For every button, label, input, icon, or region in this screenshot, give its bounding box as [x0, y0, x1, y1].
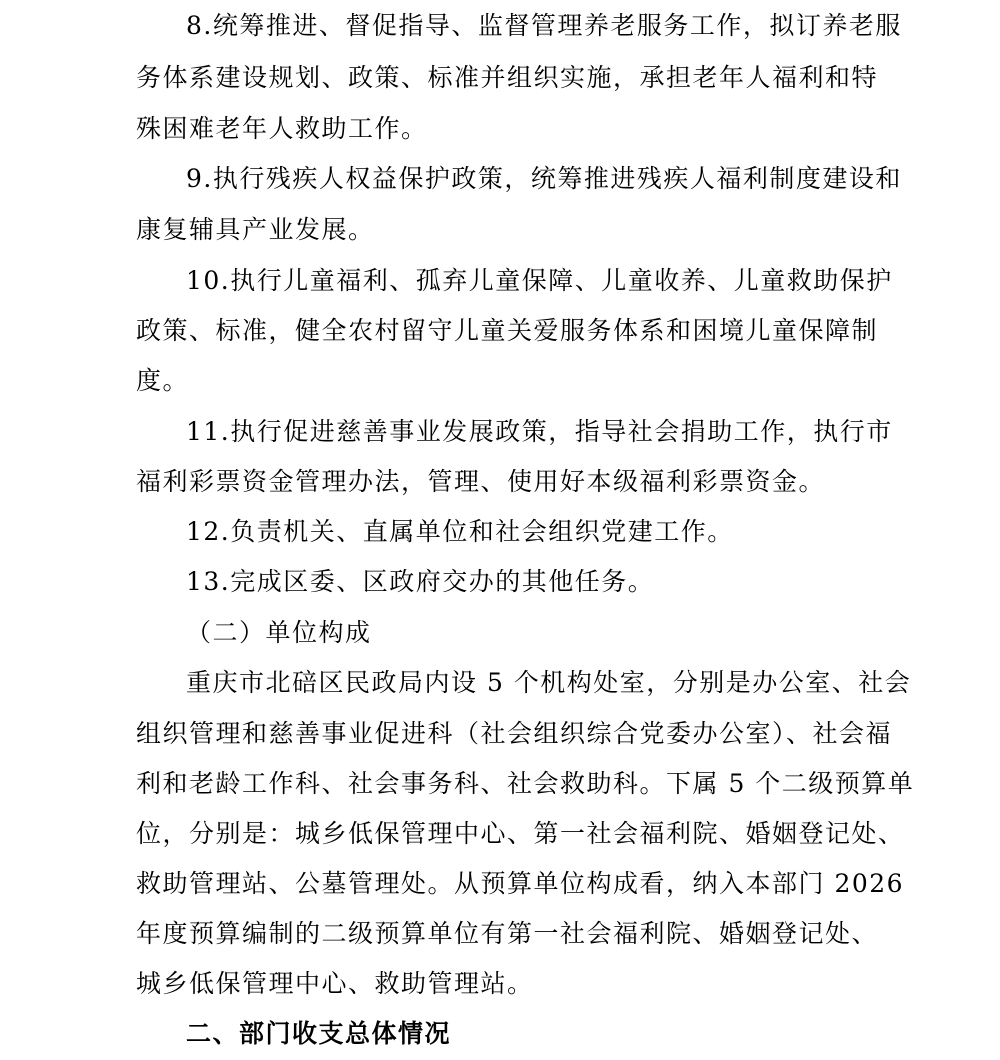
item-8-line-2: 务体系建设规划、政策、标准并组织实施，承担老年人福利和特 — [136, 63, 879, 92]
item-10-line-3: 度。 — [136, 366, 190, 395]
item-8-line-1: 8.统筹推进、督促指导、监督管理养老服务工作，拟订养老服 — [186, 11, 902, 40]
item-11-line-2: 福利彩票资金管理办法，管理、使用好本级福利彩票资金。 — [136, 467, 826, 496]
body-line-3: 利和老龄工作科、社会事务科、社会救助科。下属 5 个二级预算单 — [136, 769, 915, 798]
item-11-line-1: 11.执行促进慈善事业发展政策，指导社会捐助工作，执行市 — [186, 417, 893, 446]
body-line-5: 救助管理站、公墓管理处。从预算单位构成看，纳入本部门 2026 — [136, 869, 905, 898]
item-12-line-1: 12.负责机关、直属单位和社会组织党建工作。 — [186, 517, 734, 546]
body-line-1: 重庆市北碚区民政局内设 5 个机构处室，分别是办公室、社会 — [186, 668, 912, 697]
item-9-line-2: 康复辅具产业发展。 — [136, 215, 375, 244]
body-line-6: 年度预算编制的二级预算单位有第一社会福利院、婚姻登记处、 — [136, 919, 879, 948]
body-line-2: 组织管理和慈善事业促进科（社会组织综合党委办公室）、社会福 — [136, 719, 893, 748]
body-line-4: 位，分别是：城乡低保管理中心、第一社会福利院、婚姻登记处、 — [136, 819, 905, 848]
section-subheading: （二）单位构成 — [186, 618, 372, 647]
body-line-7: 城乡低保管理中心、救助管理站。 — [136, 969, 534, 998]
item-8-line-3: 殊困难老年人救助工作。 — [136, 114, 428, 143]
item-10-line-1: 10.执行儿童福利、孤弃儿童保障、儿童收养、儿童救助保护 — [186, 266, 893, 295]
item-10-line-2: 政策、标准，健全农村留守儿童关爱服务体系和困境儿童保障制 — [136, 316, 879, 345]
item-13-line-1: 13.完成区委、区政府交办的其他任务。 — [186, 567, 655, 596]
item-9-line-1: 9.执行残疾人权益保护政策，统筹推进残疾人福利制度建设和 — [186, 164, 902, 193]
section-heading: 二、部门收支总体情况 — [186, 1019, 452, 1048]
